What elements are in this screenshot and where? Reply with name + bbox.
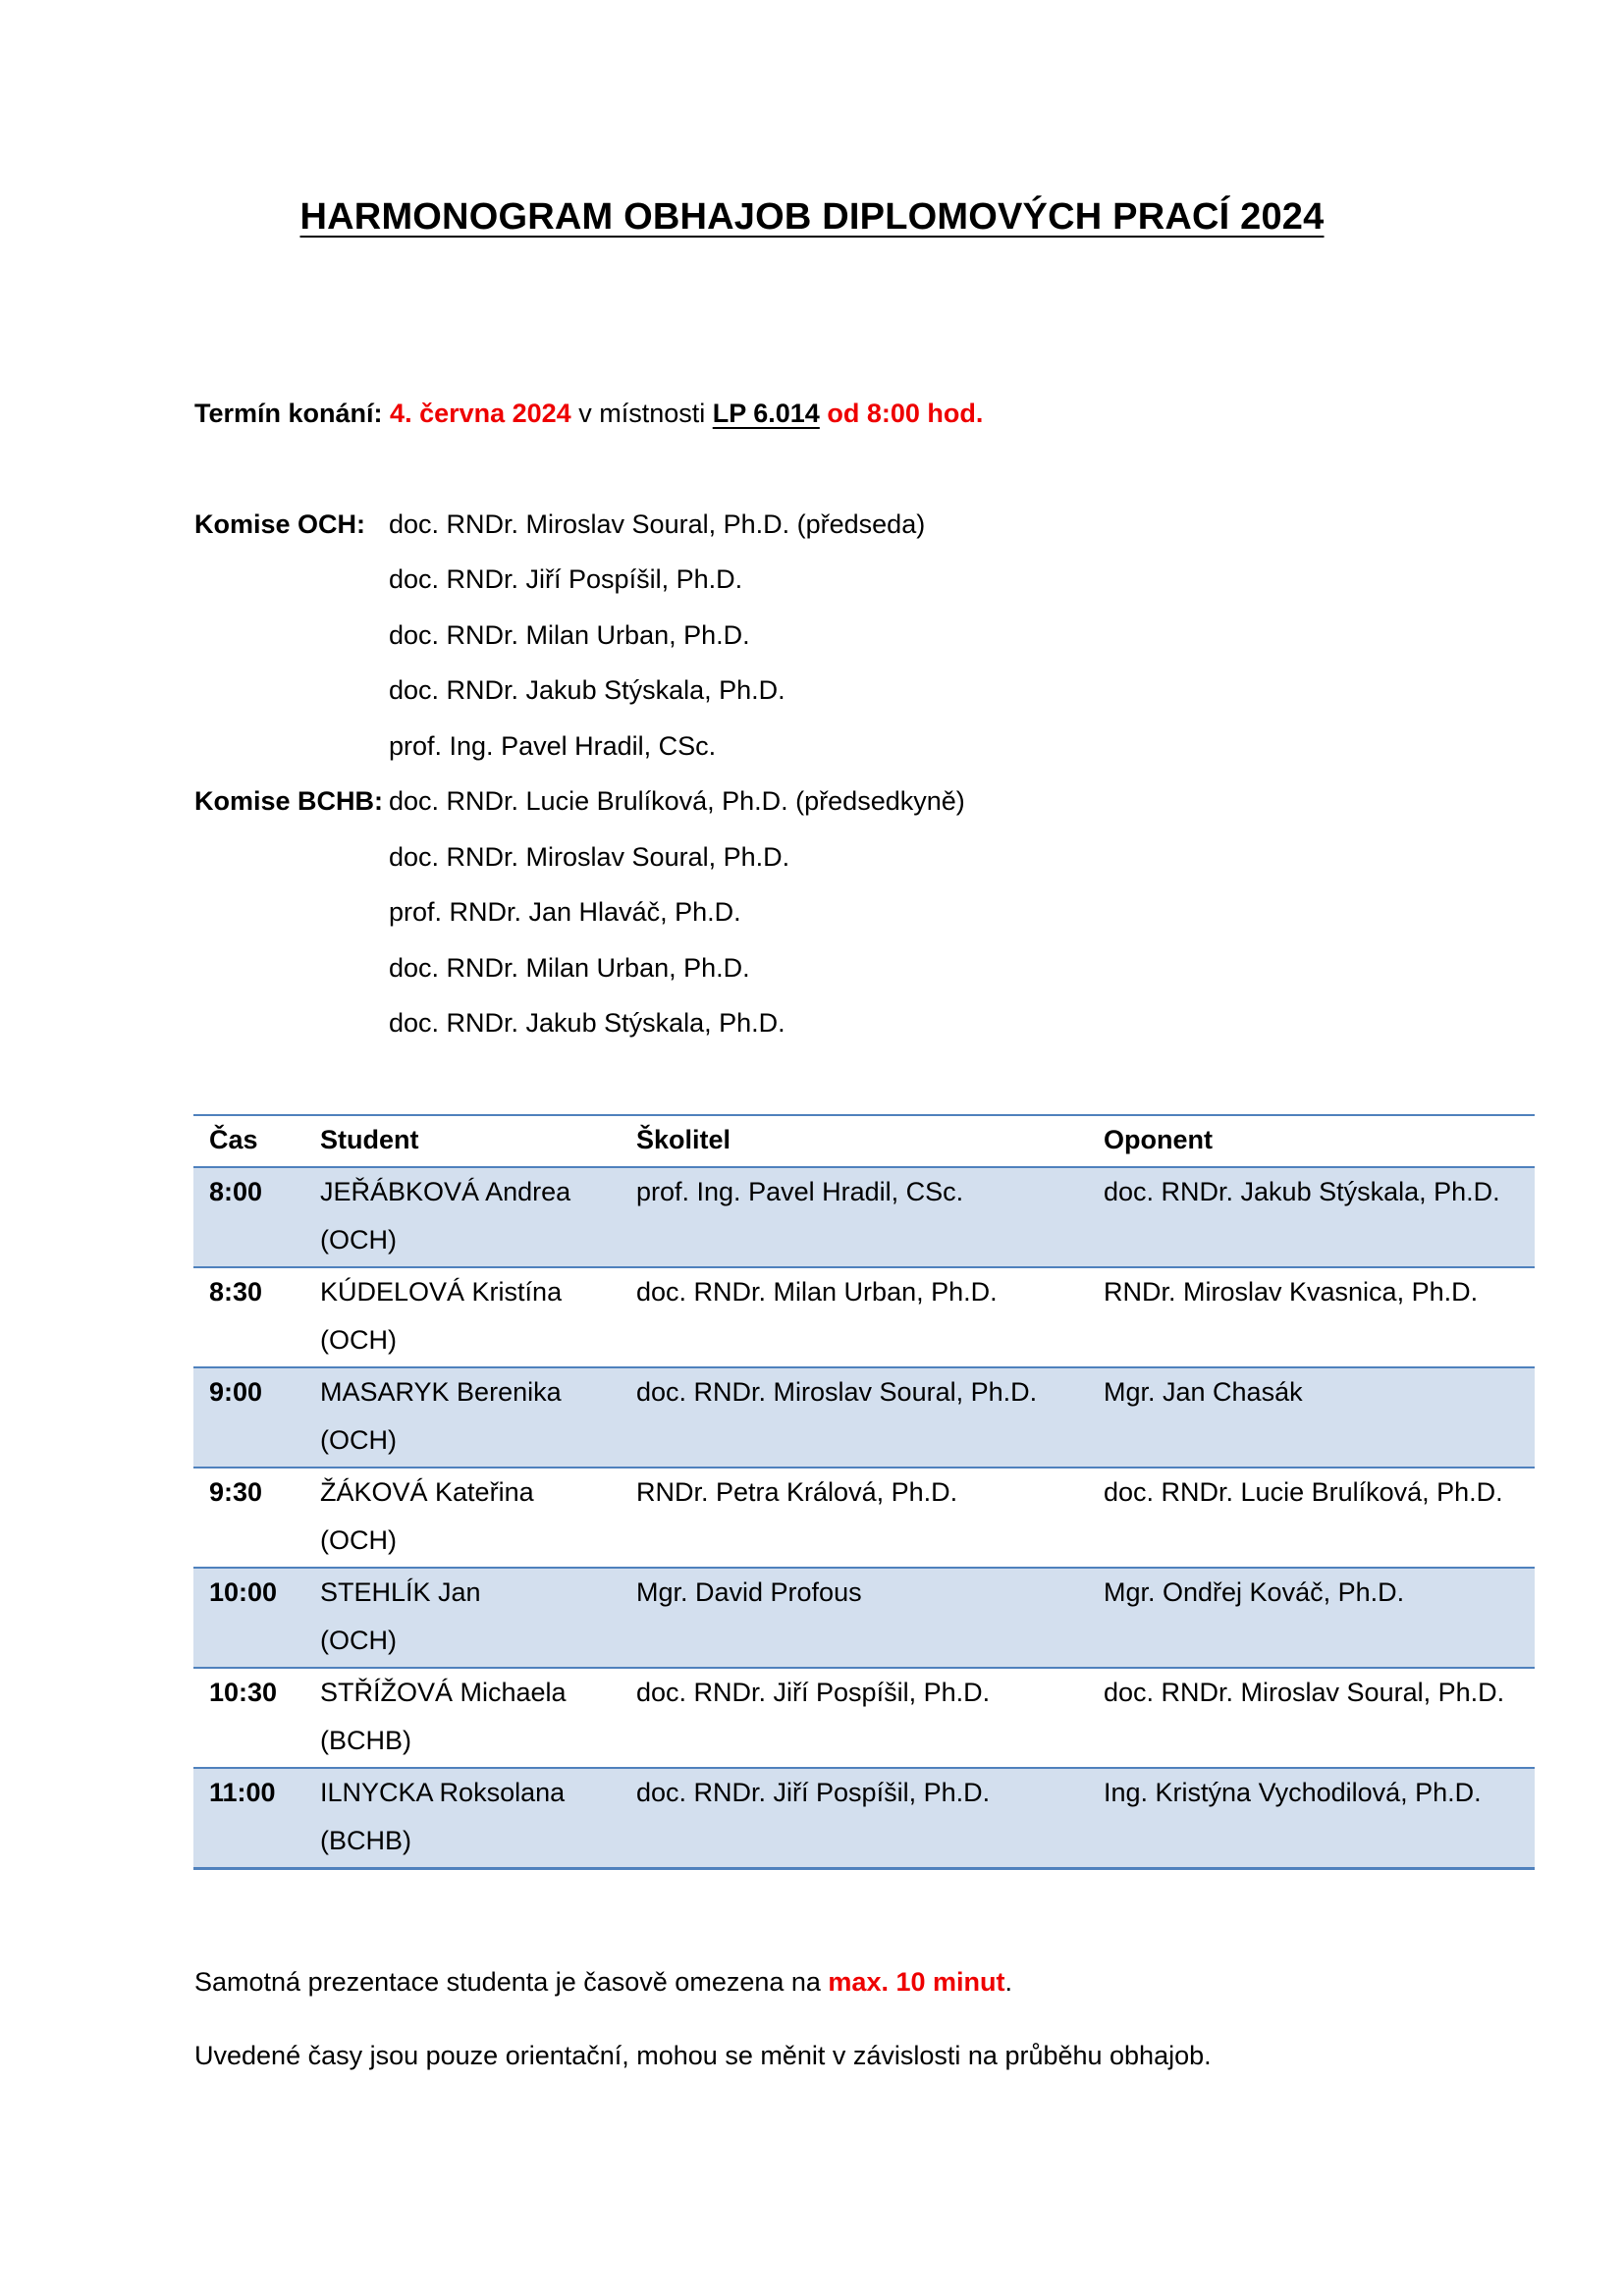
termin-mid: v místnosti <box>570 399 713 428</box>
termin-line <box>194 399 983 429</box>
row-student <box>304 1367 621 1468</box>
row-skolitel: doc. RNDr. Jiří Pospíšil, Ph.D. <box>621 1768 1088 1869</box>
row-oponent: Mgr. Jan Chasák <box>1088 1367 1535 1468</box>
table-row <box>193 1468 1535 1568</box>
row-skolitel: Mgr. David Profous <box>621 1568 1088 1668</box>
student-program: (BCHB) <box>320 1726 411 1755</box>
row-time: 8:00 <box>193 1167 304 1267</box>
termin-date: 4. června 2024 <box>390 399 571 428</box>
student-program: (OCH) <box>320 1225 397 1255</box>
presentation-limit: max. 10 minut <box>828 1967 1005 1997</box>
table-row <box>193 1367 1535 1468</box>
presentation-prefix: Samotná prezentace studenta je časově omezena na <box>194 1967 829 1997</box>
student-name: STEHLÍK Jan <box>320 1577 481 1607</box>
row-skolitel: doc. RNDr. Milan Urban, Ph.D. <box>636 1277 998 1307</box>
header-oponent: Oponent <box>1088 1115 1535 1167</box>
student-program: (OCH) <box>320 1325 397 1355</box>
committee-member: doc. RNDr. Milan Urban, Ph.D. <box>389 620 750 650</box>
student-name: KÚDELOVÁ Kristína <box>320 1277 563 1307</box>
row-skolitel: prof. Ing. Pavel Hradil, CSc. <box>621 1167 1088 1267</box>
row-oponent: doc. RNDr. Lucie Brulíková, Ph.D. <box>1104 1477 1503 1507</box>
committee-member: doc. RNDr. Miroslav Soural, Ph.D. (předseda) <box>389 509 926 539</box>
header-time: Čas <box>193 1115 304 1167</box>
row-oponent: doc. RNDr. Miroslav Soural, Ph.D. <box>1104 1678 1505 1707</box>
termin-label: Termín konání: <box>194 399 383 428</box>
row-time: 9:00 <box>193 1367 304 1468</box>
committee-member: doc. RNDr. Milan Urban, Ph.D. <box>389 953 750 983</box>
student-name: ILNYCKA Roksolana <box>320 1778 566 1807</box>
student-name: STŘÍŽOVÁ Michaela <box>320 1678 567 1707</box>
row-student <box>304 1167 621 1267</box>
table-row <box>193 1167 1535 1267</box>
header-skolitel: Školitel <box>621 1115 1088 1167</box>
committee-bchb-label: Komise BCHB: <box>194 786 384 816</box>
student-name: JEŘÁBKOVÁ Andrea <box>320 1177 571 1206</box>
table-header-row <box>193 1115 1535 1167</box>
row-student <box>304 1568 621 1668</box>
header-student: Student <box>304 1115 621 1167</box>
row-oponent: Ing. Kristýna Vychodilová, Ph.D. <box>1088 1768 1535 1869</box>
row-time: 11:00 <box>193 1768 304 1869</box>
termin-time: od 8:00 hod. <box>819 399 984 428</box>
committee-member: doc. RNDr. Jakub Stýskala, Ph.D. <box>389 1008 785 1038</box>
row-student <box>304 1768 621 1869</box>
student-program: (OCH) <box>320 1626 397 1655</box>
table-row <box>193 1267 1535 1367</box>
row-time: 8:30 <box>209 1277 263 1307</box>
row-time: 10:00 <box>193 1568 304 1668</box>
committee-member: doc. RNDr. Lucie Brulíková, Ph.D. (předsedkyně) <box>389 786 965 816</box>
row-oponent: RNDr. Miroslav Kvasnica, Ph.D. <box>1104 1277 1479 1307</box>
student-program: (OCH) <box>320 1425 397 1455</box>
row-student <box>304 1267 621 1367</box>
committee-och-label: Komise OCH: <box>194 509 366 539</box>
committee-member: doc. RNDr. Jiří Pospíšil, Ph.D. <box>389 564 743 594</box>
row-skolitel: RNDr. Petra Králová, Ph.D. <box>636 1477 958 1507</box>
row-time: 9:30 <box>209 1477 263 1507</box>
student-program: (OCH) <box>320 1525 397 1555</box>
row-oponent: Mgr. Ondřej Kováč, Ph.D. <box>1088 1568 1535 1668</box>
committee-member: prof. Ing. Pavel Hradil, CSc. <box>389 731 717 761</box>
row-skolitel: doc. RNDr. Miroslav Soural, Ph.D. <box>621 1367 1088 1468</box>
schedule-table <box>193 1114 1535 1870</box>
times-note: Uvedené časy jsou pouze orientační, mohou se měnit v závislosti na průběhu obhajob. <box>194 2041 1212 2070</box>
committee-member: prof. RNDr. Jan Hlaváč, Ph.D. <box>389 897 741 927</box>
table-row <box>193 1768 1535 1869</box>
presentation-suffix: . <box>1004 1967 1012 1997</box>
termin-room: LP 6.014 <box>712 399 820 428</box>
committee-member: doc. RNDr. Miroslav Soural, Ph.D. <box>389 842 790 872</box>
row-skolitel: doc. RNDr. Jiří Pospíšil, Ph.D. <box>636 1678 991 1707</box>
row-time: 10:30 <box>209 1678 278 1707</box>
student-name: MASARYK Berenika <box>320 1377 562 1407</box>
row-student <box>304 1468 621 1568</box>
page-title: HARMONOGRAM OBHAJOB DIPLOMOVÝCH PRACÍ 2024 <box>299 196 1325 238</box>
row-oponent: doc. RNDr. Jakub Stýskala, Ph.D. <box>1088 1167 1535 1267</box>
student-name: ŽÁKOVÁ Kateřina <box>320 1477 534 1507</box>
committee-member: doc. RNDr. Jakub Stýskala, Ph.D. <box>389 675 785 705</box>
table-row <box>193 1668 1535 1768</box>
presentation-note <box>194 1967 1012 1998</box>
row-student <box>304 1668 621 1768</box>
table-row <box>193 1568 1535 1668</box>
student-program: (BCHB) <box>320 1826 411 1855</box>
